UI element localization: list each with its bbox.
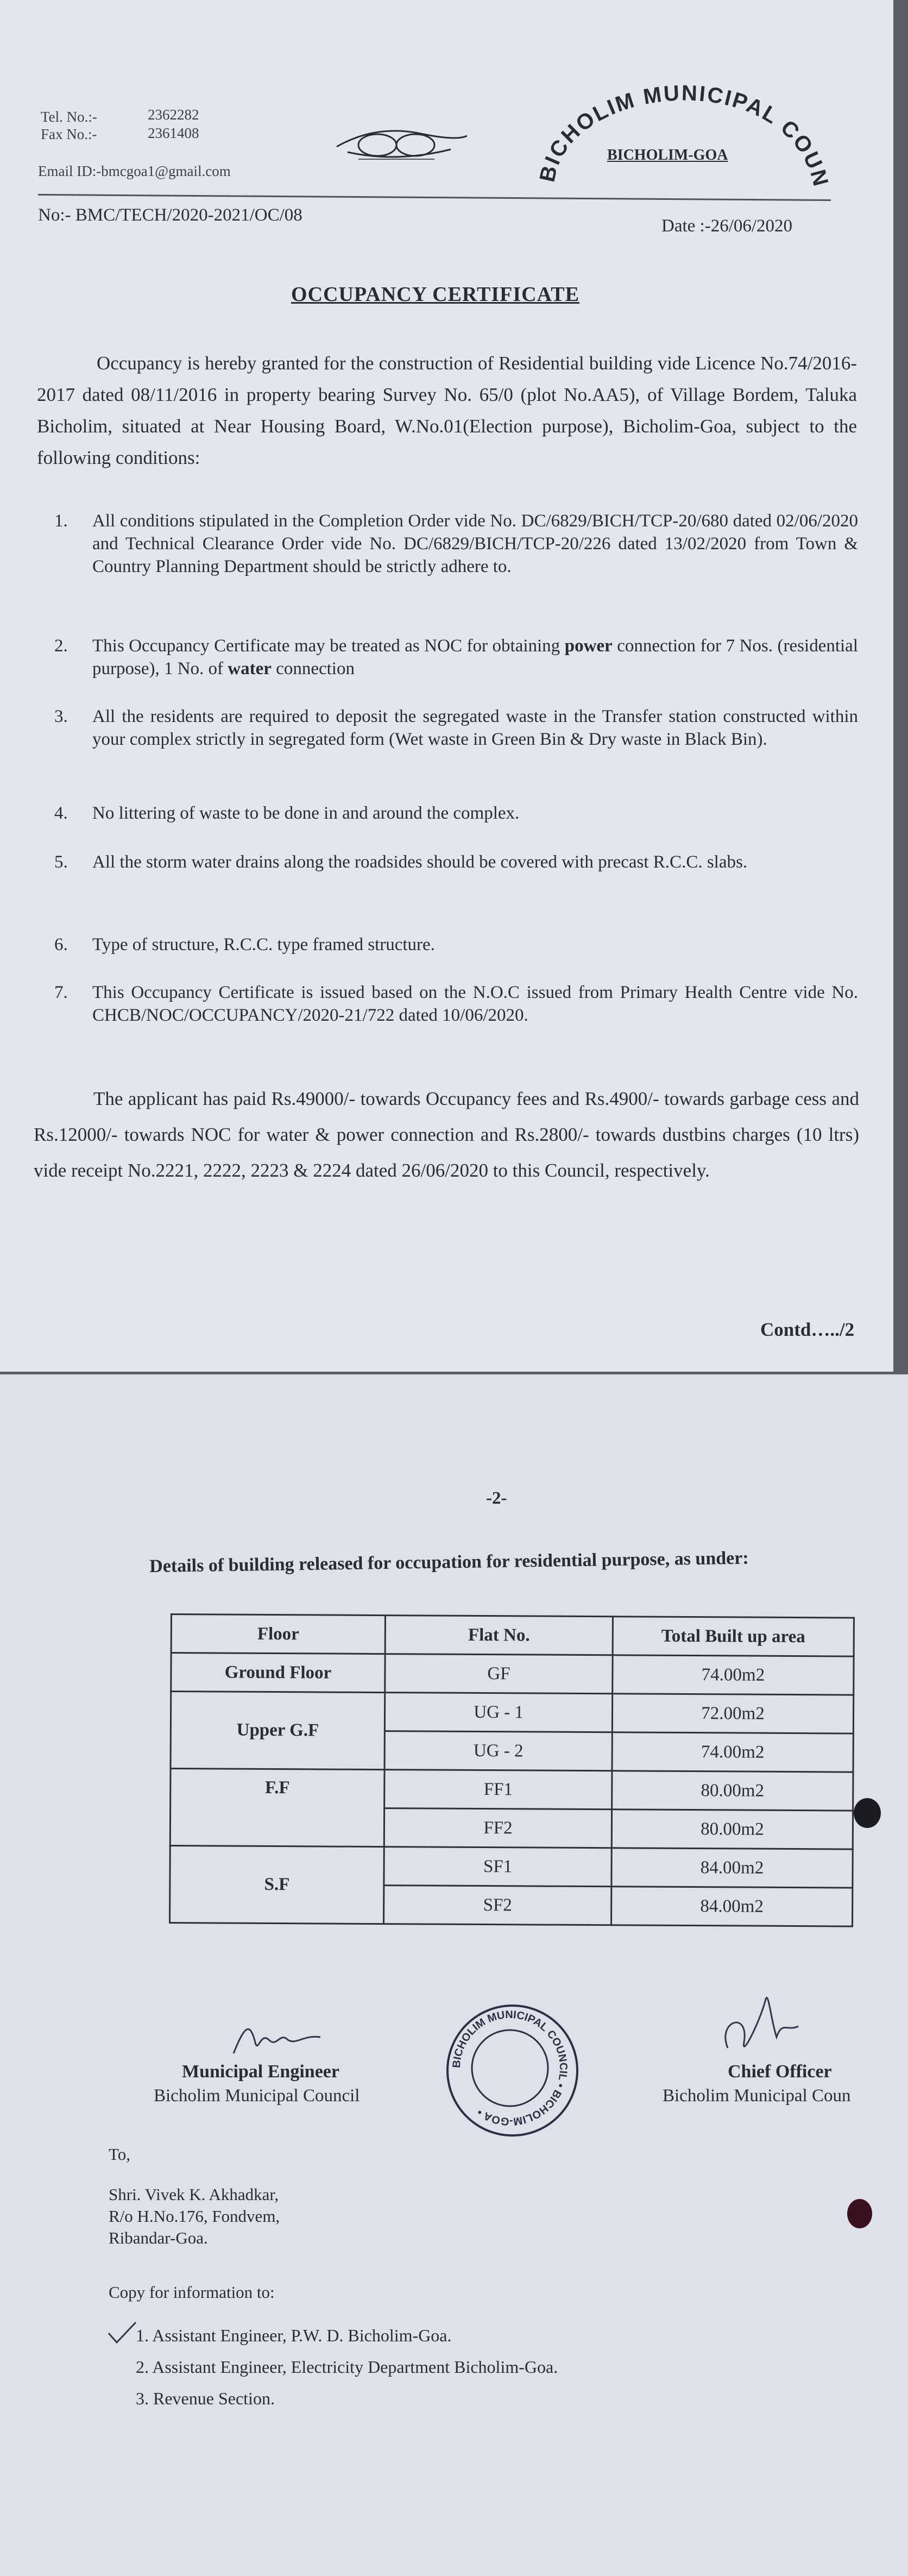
punch-hole xyxy=(847,2199,872,2228)
issue-date: Date :-26/06/2020 xyxy=(661,216,793,236)
chief-officer-org: Bicholim Municipal Coun xyxy=(663,2086,851,2106)
fax-label: Fax No.:- xyxy=(41,126,97,142)
council-name-arc xyxy=(521,60,847,206)
conditions-list: 1. All conditions stipulated in the Completion Order vide No. DC/6829/BICH/TCP-20/680 dated 02/06/2020 and Technical Clearance Order vide No. DC/6829/BICH/TCP-20/226 dated 13/02/2020 from Town & Country Planning Department should be strictly adhere to. 2. This Occupancy Certificate may be treated as NOC for obtaining power connection for 7 Nos. (residential purpose), 1 No. of water connection 3. All the residents are required to deposit the segregated waste in the Transfer station constructed within your complex strictly in segregated form (Wet waste in Green Bin & Dry waste in Black Bin). 4. No littering of waste to be done in and around the complex. 5. All the storm water drains along the roadsides should be covered with precast R.C.C. slabs. 6. Type of structure, R.C.C. type framed structure. 7. This Occupancy Certificate is issued based on the N.O.C issued from Primary Health Centre vide No. CHCB/NOC/OCCUPANCY/2020-21/722 dated 10/06/2020. xyxy=(54,511,858,1025)
col-header-flat: Flat No. xyxy=(385,1616,613,1655)
flat-cell: UG - 1 xyxy=(384,1693,612,1732)
continued-note: Contd…../2 xyxy=(760,1319,855,1340)
address-line: Shri. Vivek K. Akhadkar, xyxy=(109,2185,279,2204)
emblem-logo xyxy=(326,122,472,171)
col-header-area: Total Built up area xyxy=(613,1617,854,1656)
payment-paragraph: The applicant has paid Rs.49000/- towards Occupancy fees and Rs.4900/- towards garbage cess and Rs.12000/- towards NOC for water & power connection and Rs.2800/- towards dustbins charges (10 ltrs) vide receipt No.2221, 2222, 2223 & 2224 dated 26/06/2020 to this Council, respectively. xyxy=(34,1088,859,1181)
flat-cell: UG - 2 xyxy=(384,1731,612,1771)
table-row xyxy=(170,1846,853,1888)
floor-cell: F.F xyxy=(170,1769,384,1847)
council-seal xyxy=(446,2005,578,2137)
recipient-address xyxy=(109,2184,280,2249)
punch-hole xyxy=(854,1798,881,1828)
certificate-page-2 xyxy=(0,1374,908,2576)
page-number: -2- xyxy=(486,1488,507,1508)
email-line: Email ID:-bmcgoa1@gmail.com xyxy=(38,163,231,179)
council-place: BICHOLIM-GOA xyxy=(607,147,728,164)
reference-number: No:- BMC/TECH/2020-2021/OC/08 xyxy=(38,205,302,225)
area-cell: 72.00m2 xyxy=(612,1694,853,1733)
area-cell: 80.00m2 xyxy=(611,1810,853,1849)
svg-text:BICHOLIM MUNICIPAL COUNCIL • B: BICHOLIM MUNICIPAL COUNCIL • BICHOLIM-GOA • xyxy=(450,2008,570,2128)
tick-mark xyxy=(106,2320,138,2349)
flat-cell: FF2 xyxy=(384,1808,611,1848)
floor-cell: Upper G.F xyxy=(171,1692,385,1770)
intro-paragraph: Occupancy is hereby granted for the construction of Residential building vide Licence No.74/2016-2017 dated 08/11/2016 in property bearing Survey No. 65/0 (plot No.AA5), of Village Bordem, Taluka Bicholim, situated at Near Housing Board, W.No.01(Election purpose), Bicholim-Goa, subject to the following conditions: xyxy=(37,353,857,468)
chief-officer-signature xyxy=(717,1988,804,2064)
floor-cell: S.F xyxy=(170,1846,384,1924)
tel-label: Tel. No.:- xyxy=(41,109,97,125)
to-label: To, xyxy=(109,2145,131,2164)
table-heading: Details of building released for occupation for residential purpose, as under: xyxy=(149,1548,749,1576)
tel-value: 2362282 xyxy=(148,106,199,123)
engineer-signature xyxy=(228,2015,337,2064)
copy-item: 2. Assistant Engineer, Electricity Department Bicholim-Goa. xyxy=(136,2357,558,2377)
area-cell: 74.00m2 xyxy=(613,1655,854,1695)
flat-cell: SF2 xyxy=(384,1886,611,1925)
table-row xyxy=(171,1692,853,1734)
area-cell: 74.00m2 xyxy=(612,1732,853,1772)
table-row xyxy=(171,1769,853,1811)
col-header-floor: Floor xyxy=(171,1614,385,1654)
area-cell: 84.00m2 xyxy=(611,1848,853,1888)
flat-cell: GF xyxy=(385,1654,613,1694)
flats-table xyxy=(169,1613,855,1927)
copy-list xyxy=(136,2320,558,2414)
flat-cell: SF1 xyxy=(384,1847,611,1887)
table-header-row xyxy=(171,1614,854,1657)
certificate-title: OCCUPANCY CERTIFICATE xyxy=(291,283,579,306)
chief-officer-title: Chief Officer xyxy=(728,2062,832,2082)
copy-item: 3. Revenue Section. xyxy=(136,2389,275,2408)
copy-label: Copy for information to: xyxy=(109,2283,275,2302)
flat-cell: FF1 xyxy=(384,1770,612,1810)
fax-value: 2361408 xyxy=(148,125,199,141)
area-cell: 84.00m2 xyxy=(611,1887,853,1926)
table-row xyxy=(171,1653,854,1695)
svg-text:BICHOLIM MUNICIPAL COUNCIL: BICHOLIM MUNICIPAL COUN xyxy=(535,81,834,190)
copy-item: 1. Assistant Engineer, P.W. D. Bicholim-Goa. xyxy=(136,2326,452,2345)
address-line: Ribandar-Goa. xyxy=(109,2228,208,2247)
area-cell: 80.00m2 xyxy=(612,1771,853,1811)
engineer-org: Bicholim Municipal Council xyxy=(154,2086,360,2106)
engineer-title: Municipal Engineer xyxy=(182,2062,339,2082)
address-line: R/o H.No.176, Fondvem, xyxy=(109,2207,280,2226)
floor-cell: Ground Floor xyxy=(171,1653,385,1693)
